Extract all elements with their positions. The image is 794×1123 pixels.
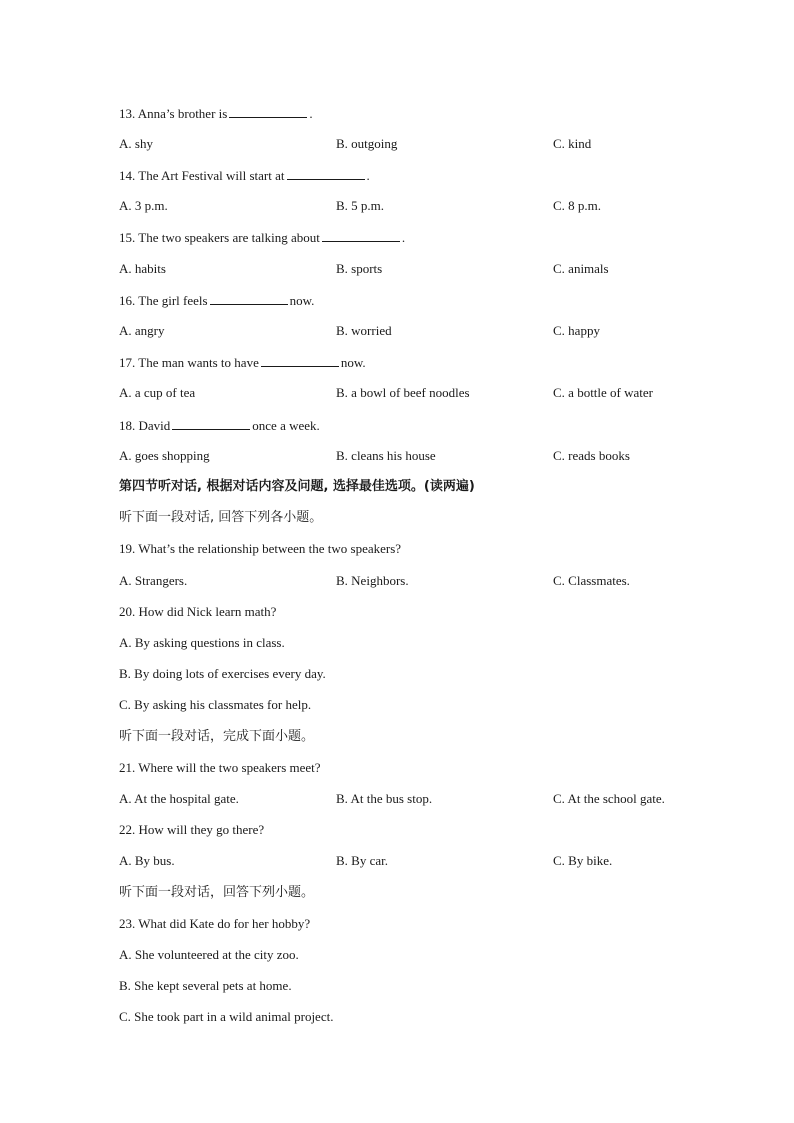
option-18-c: C. reads books <box>553 448 630 463</box>
question-16-tail: now. <box>289 293 315 308</box>
option-17-c: C. a bottle of water <box>553 385 653 400</box>
option-15-c: C. animals <box>553 261 609 276</box>
answer-blank <box>322 229 400 242</box>
option-15-a: A. habits <box>119 261 166 276</box>
option-19-b: B. Neighbors. <box>336 573 409 588</box>
option-18-b: B. cleans his house <box>336 448 436 463</box>
question-18-tail: once a week. <box>252 418 320 433</box>
question-19: 19. What’s the relationship between the two speakers? <box>119 541 402 556</box>
question-15 <box>119 229 405 246</box>
option-19-a: A. Strangers. <box>119 573 188 588</box>
option-20-a: A. By asking questions in class. <box>119 635 285 650</box>
option-23-b: B. She kept several pets at home. <box>119 978 292 993</box>
question-17-text: 17. The man wants to have <box>119 355 259 370</box>
question-17 <box>119 354 366 371</box>
answer-blank <box>287 167 365 180</box>
option-16-b: B. worried <box>336 323 392 338</box>
question-18-text: 18. David <box>119 418 171 433</box>
answer-blank <box>172 417 250 430</box>
option-19-c: C. Classmates. <box>553 573 630 588</box>
option-18-a: A. goes shopping <box>119 448 210 463</box>
answer-blank <box>210 292 288 305</box>
option-21-b: B. At the bus stop. <box>336 791 433 806</box>
question-13-text: 13. Anna’s brother is <box>119 106 228 121</box>
question-14-text: 14. The Art Festival will start at <box>119 168 285 183</box>
question-14-tail: . <box>366 168 370 183</box>
question-21: 21. Where will the two speakers meet? <box>119 760 321 775</box>
option-17-a: A. a cup of tea <box>119 385 196 400</box>
option-17-b: B. a bowl of beef noodles <box>336 385 470 400</box>
question-13-tail: . <box>309 106 313 121</box>
question-16-text: 16. The girl feels <box>119 293 208 308</box>
answer-blank <box>261 354 339 367</box>
option-13-a: A. shy <box>119 136 153 151</box>
option-14-c: C. 8 p.m. <box>553 198 602 213</box>
option-15-b: B. sports <box>336 261 383 276</box>
option-13-c: C. kind <box>553 136 592 151</box>
question-15-text: 15. The two speakers are talking about <box>119 230 320 245</box>
question-23: 23. What did Kate do for her hobby? <box>119 916 311 931</box>
option-14-b: B. 5 p.m. <box>336 198 385 213</box>
option-22-b: B. By car. <box>336 853 388 868</box>
section-heading: 第四节听对话, 根据对话内容及问题, 选择最佳选项。(读两遍) <box>119 479 475 494</box>
option-13-b: B. outgoing <box>336 136 398 151</box>
option-23-a: A. She volunteered at the city zoo. <box>119 947 299 962</box>
answer-blank <box>229 105 307 118</box>
option-22-a: A. By bus. <box>119 853 175 868</box>
option-14-a: A. 3 p.m. <box>119 198 168 213</box>
option-20-c: C. By asking his classmates for help. <box>119 697 312 712</box>
question-22: 22. How will they go there? <box>119 822 265 837</box>
option-22-c: C. By bike. <box>553 853 613 868</box>
instruction-3: 听下面一段对话，回答下列小题。 <box>119 885 315 900</box>
option-21-c: C. At the school gate. <box>553 791 665 806</box>
question-15-tail: . <box>401 230 406 245</box>
question-13 <box>119 105 313 122</box>
question-16 <box>119 292 314 309</box>
option-16-a: A. angry <box>119 323 165 338</box>
option-16-c: C. happy <box>553 323 600 338</box>
question-20: 20. How did Nick learn math? <box>119 604 277 619</box>
question-17-tail: now. <box>340 355 366 370</box>
instruction-1: 听下面一段对话, 回答下列各小题。 <box>119 510 323 525</box>
instruction-2: 听下面一段对话，完成下面小题。 <box>119 729 315 744</box>
option-21-a: A. At the hospital gate. <box>119 791 239 806</box>
option-20-b: B. By doing lots of exercises every day. <box>119 666 326 681</box>
option-23-c: C. She took part in a wild animal project. <box>119 1009 334 1024</box>
question-14 <box>119 167 370 184</box>
question-18 <box>119 417 320 434</box>
